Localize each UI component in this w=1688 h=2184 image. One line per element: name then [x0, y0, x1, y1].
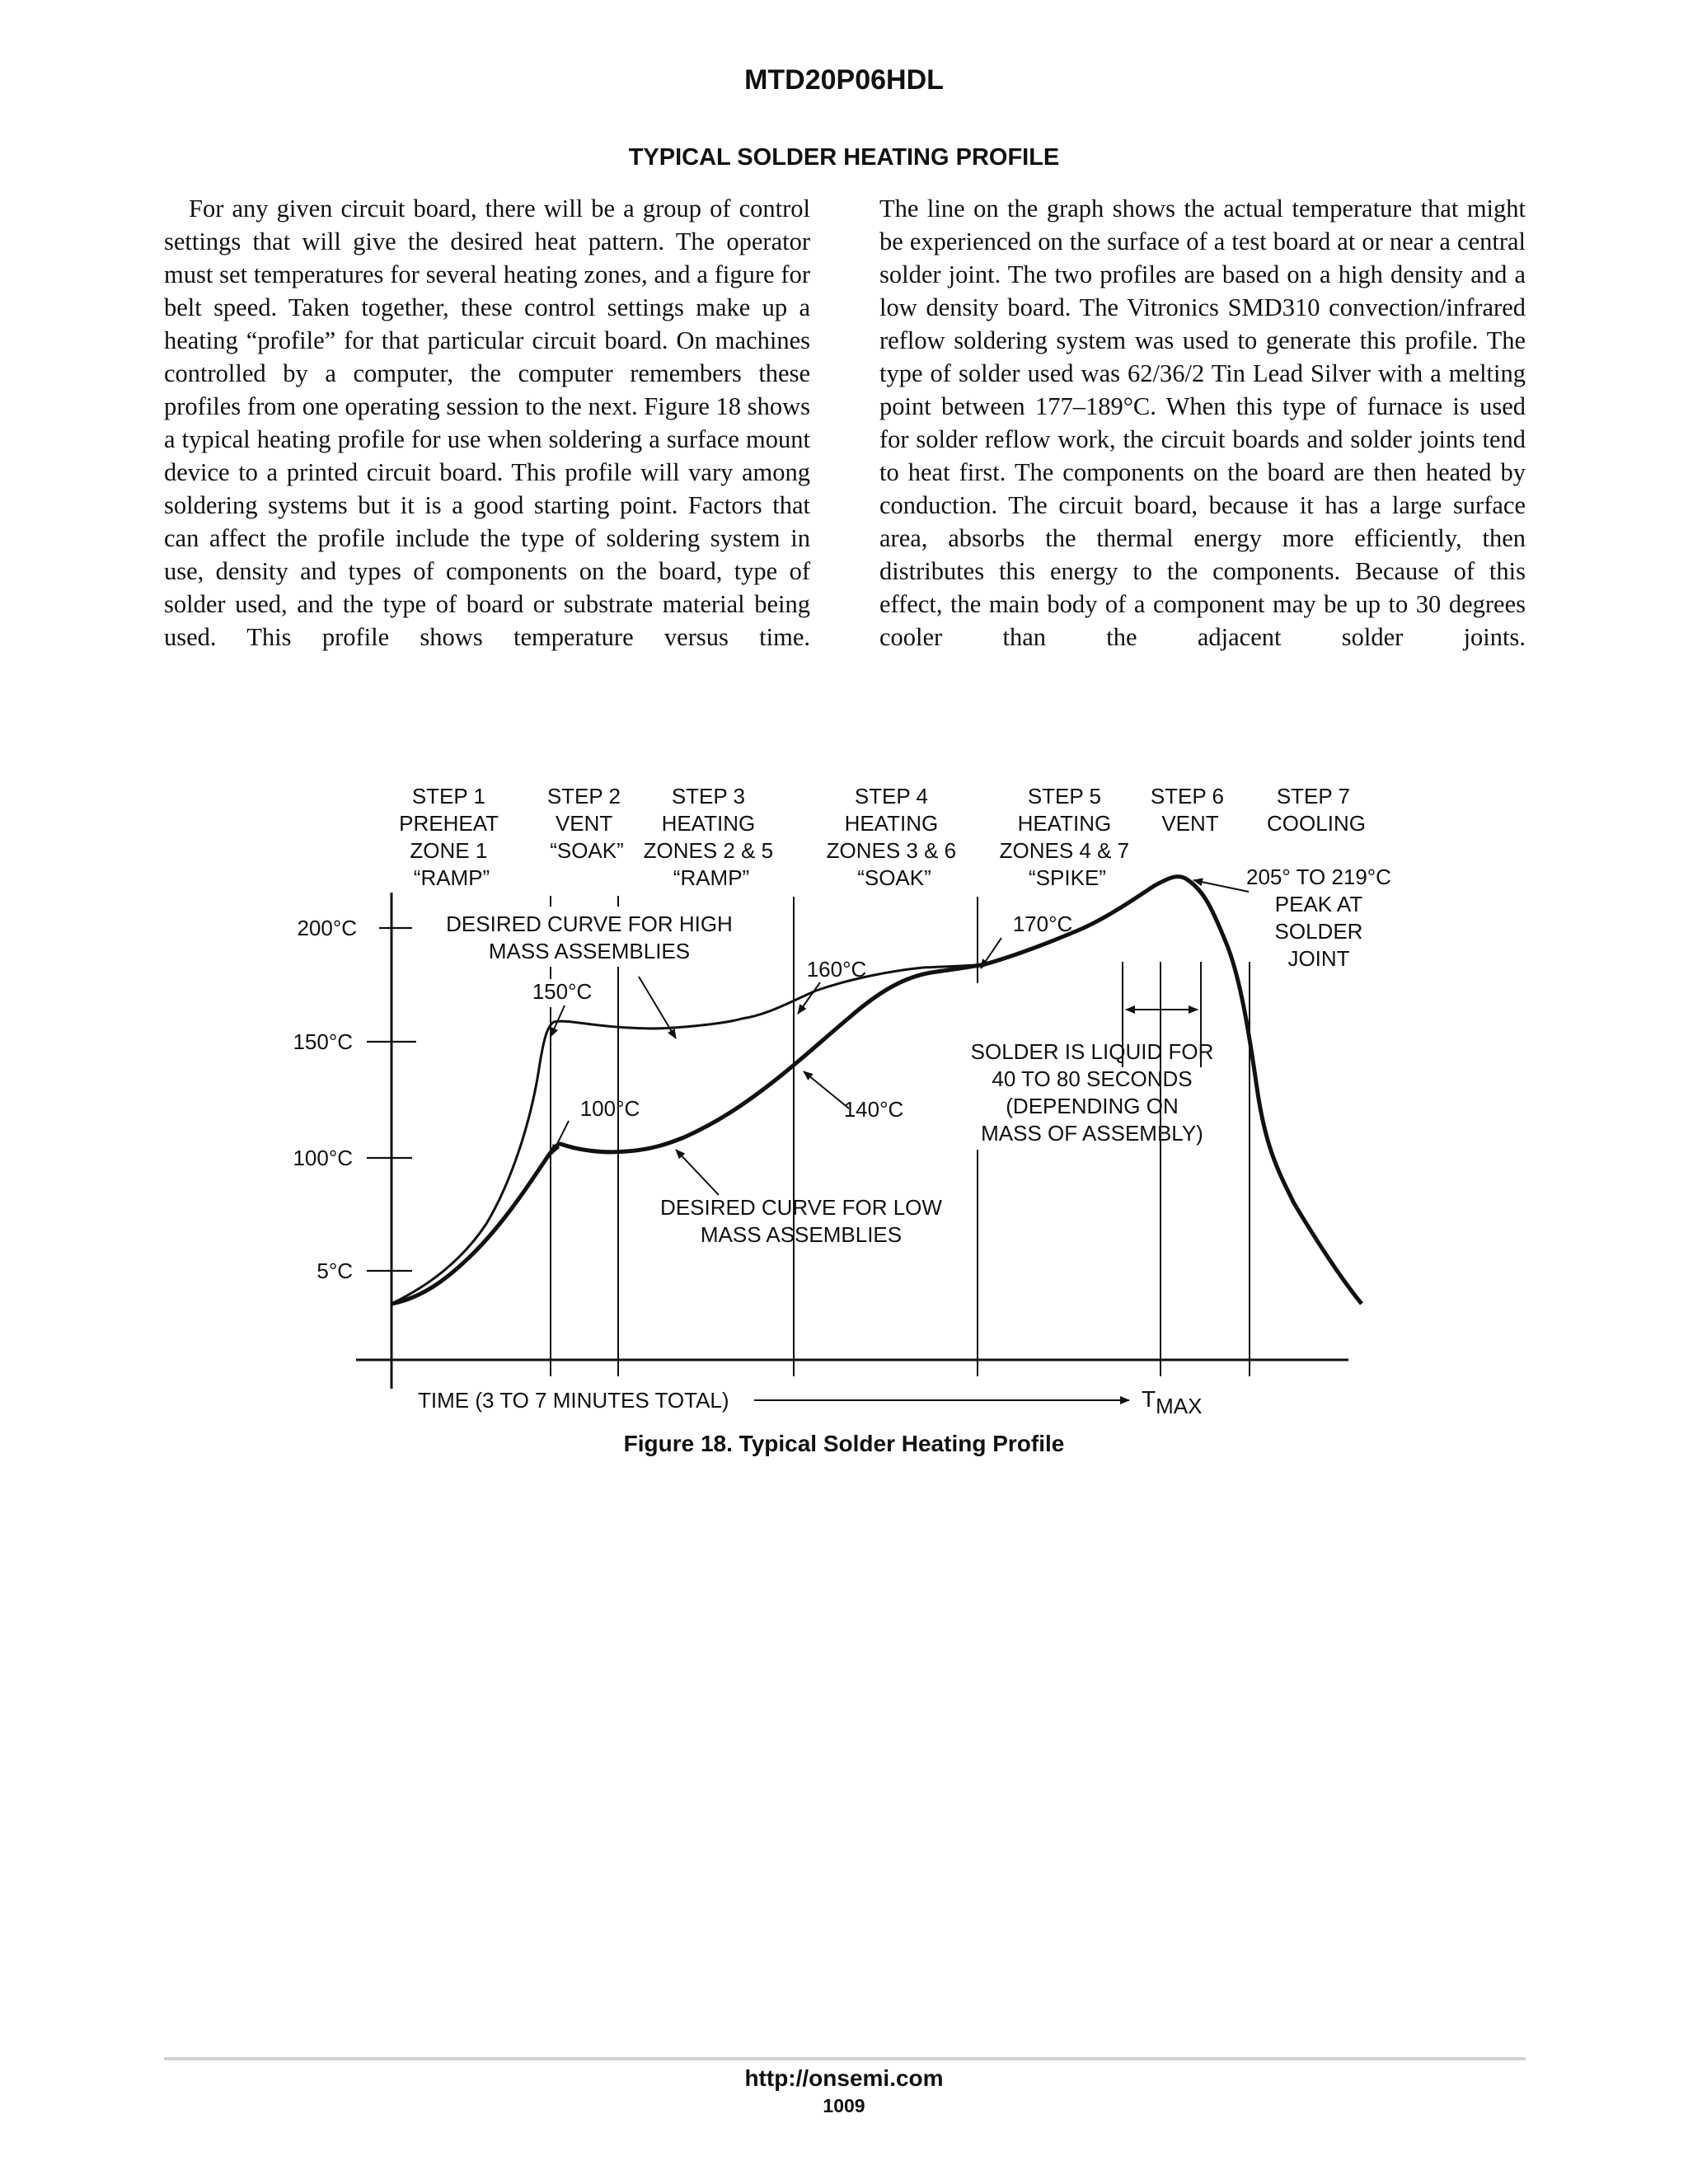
step3-label: STEP 3 HEATING ZONES 2 & 5 “RAMP”	[643, 784, 774, 890]
liquid-label-line4: MASS OF ASSEMBLY)	[981, 1121, 1203, 1146]
liquid-label-line1: SOLDER IS LIQUID FOR	[970, 1039, 1214, 1064]
step1-label: STEP 1 PREHEAT ZONE 1 “RAMP”	[399, 784, 499, 890]
y-tick-150: 150°C	[293, 1029, 353, 1054]
temp-170-label: 170°C	[1012, 912, 1073, 936]
step2-label: STEP 2 VENT “SOAK”	[546, 784, 624, 863]
y-tick-100: 100°C	[293, 1146, 353, 1170]
peak-label-line1: 205° TO 219°C	[1246, 865, 1391, 889]
figure-caption: Figure 18. Typical Solder Heating Profile	[623, 1431, 1065, 1456]
step4-label: STEP 4 HEATING ZONES 3 & 6 “SOAK”	[826, 784, 957, 890]
temp-160-label: 160°C	[806, 957, 867, 982]
liquid-label-line3: (DEPENDING ON	[1006, 1094, 1179, 1118]
page-number: 1009	[823, 2095, 865, 2116]
liquid-label-line2: 40 TO 80 SECONDS	[992, 1066, 1193, 1091]
step5-label: STEP 5 HEATING ZONES 4 & 7 “SPIKE”	[999, 784, 1130, 890]
tmax-label: TMAX	[1142, 1386, 1203, 1418]
x-axis-label: TIME (3 TO 7 MINUTES TOTAL)	[418, 1388, 729, 1413]
y-tick-200: 200°C	[297, 916, 357, 940]
high-mass-label-line2: MASS ASSEMBLIES	[488, 939, 691, 963]
peak-label-line3: SOLDER	[1274, 919, 1363, 944]
body-text-left-column: For any given circuit board, there will be a group of control settings that will give the desired heat pattern. The operator must set temperatures for several heating zones, and a figure for belt speed. Taken together, these control settings make up a heating “profile” for that particular circuit board. On machines controlled by a computer, the computer remembers these profiles from one operating session to the next. Figure 18 shows a typical heating profile for use when soldering a surface mount device to a printed circuit board. This profile will vary among soldering systems but it is a good starting point. Factors that can affect the profile include the type of soldering system in use, density and types of components on the board, type of solder used, and the type of board or substrate material being used. This profile shows temperature versus time.	[164, 194, 810, 651]
footer-divider	[164, 2057, 1526, 2060]
peak-label-line4: JOINT	[1287, 946, 1350, 971]
temp-150-label: 150°C	[532, 979, 593, 1004]
high-mass-label-line1: DESIRED CURVE FOR HIGH	[446, 912, 733, 936]
part-number-title: MTD20P06HDL	[744, 64, 944, 96]
low-mass-label-line1: DESIRED CURVE FOR LOW	[660, 1195, 942, 1220]
peak-label-line2: PEAK AT	[1274, 892, 1363, 916]
step7-label: STEP 7 COOLING	[1267, 784, 1366, 836]
solder-profile-figure	[0, 766, 1688, 1475]
solder-profile-diagram	[0, 766, 1688, 1475]
temp-100-label: 100°C	[579, 1096, 640, 1121]
y-tick-5: 5°C	[316, 1258, 353, 1283]
temp-140-label: 140°C	[843, 1097, 904, 1122]
section-title: TYPICAL SOLDER HEATING PROFILE	[628, 144, 1060, 171]
footer-url-link[interactable]: http://onsemi.com	[744, 2065, 944, 2091]
low-mass-label-line2: MASS ASSEMBLIES	[700, 1222, 903, 1247]
step6-label: STEP 6 VENT	[1150, 784, 1224, 836]
body-text-right-column: The line on the graph shows the actual temperature that might be experienced on the surface of a test board at or near a central solder joint. The two profiles are based on a high density and a low density board. The Vitronics SMD310 convection/infrared reflow soldering system was used to generate this profile. The type of solder used was 62/36/2 Tin Lead Silver with a melting point between 177–189°C. When this type of furnace is used for solder reflow work, the circuit boards and solder joints tend to heat first. The components on the board are then heated by conduction. The circuit board, because it has a large surface area, absorbs the thermal energy more efficiently, then distributes this energy to the components. Because of this effect, the main body of a component may be up to 30 degrees cooler than the adjacent solder joints.	[879, 194, 1526, 651]
